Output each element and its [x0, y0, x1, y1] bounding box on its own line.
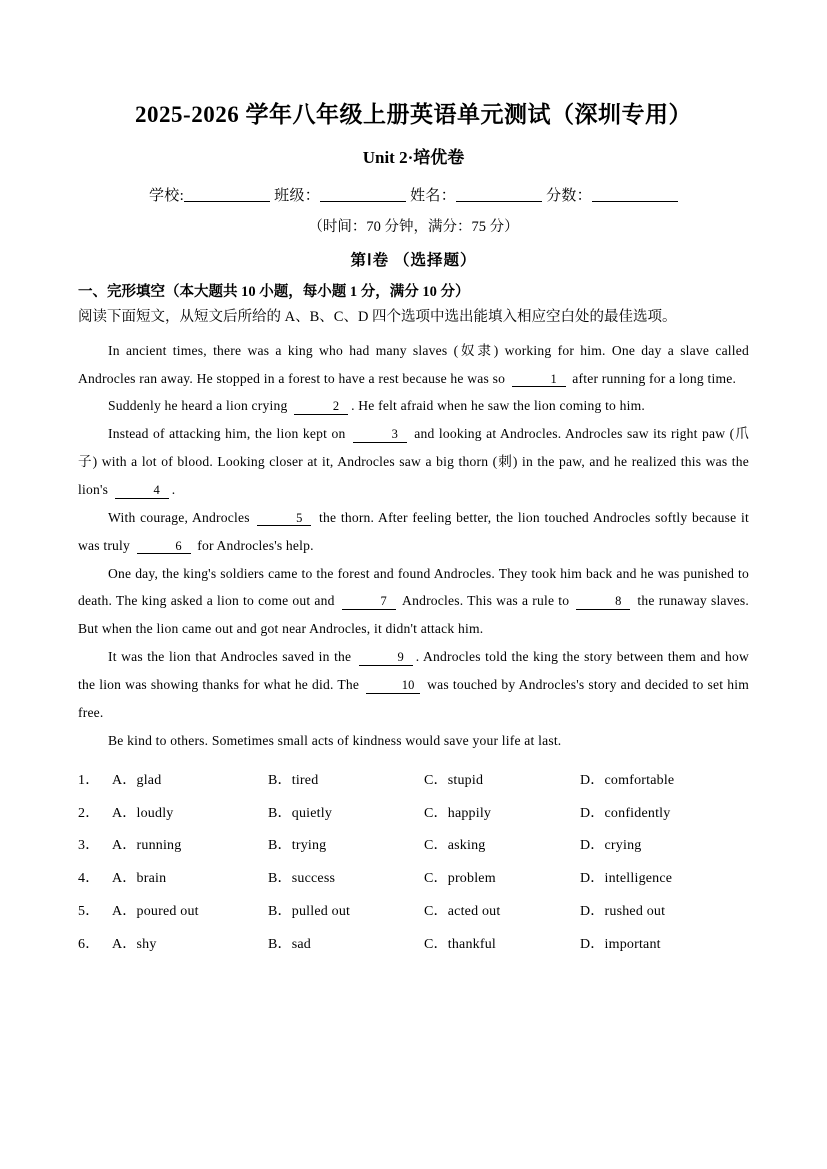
blank-8[interactable]: 8 — [576, 595, 630, 610]
passage-paragraph: Suddenly he heard a lion crying 2 . He felt afraid when he saw the lion coming to him. — [108, 398, 645, 414]
option-row — [78, 929, 749, 962]
page-title: 2025-2026 学年八年级上册英语单元测试（深圳专用） — [135, 102, 692, 127]
blank-5[interactable]: 5 — [257, 512, 311, 527]
blank-7[interactable]: 7 — [342, 595, 396, 610]
option-choice-b[interactable]: B．tired — [268, 772, 319, 788]
option-choice-b[interactable]: B．quietly — [268, 805, 333, 821]
option-row — [78, 798, 749, 831]
option-choice-d[interactable]: D．intelligence — [580, 871, 673, 887]
passage-paragraph: One day, the king's soldiers came to the forest and found Androcles. They took him back and he was punished to death. The king asked a lion to come out and 7 Androcles. This was a rule to 8 the runaway slaves. But when the lion came out and got near Androcles, it didn't attack him. — [78, 565, 749, 637]
option-number: 2． — [78, 805, 100, 821]
blank-1[interactable]: 1 — [512, 373, 566, 388]
option-choice-a[interactable]: A．running — [112, 838, 182, 854]
paper-section-heading: 第Ⅰ卷 （选择题） — [350, 252, 477, 269]
option-choice-a[interactable]: A．poured out — [112, 904, 199, 920]
option-choice-a[interactable]: A．loudly — [112, 805, 174, 821]
score-blank[interactable] — [592, 201, 678, 202]
option-choice-c[interactable]: C．stupid — [424, 772, 484, 788]
option-row — [78, 765, 749, 798]
option-choice-d[interactable]: D．confidently — [580, 805, 671, 821]
option-choice-b[interactable]: B．success — [268, 871, 336, 887]
option-choice-d[interactable]: D．comfortable — [580, 772, 675, 788]
question-instruction: 阅读下面短文，从短文后所给的 A、B、C、D 四个选项中选出能填入相应空白处的最佳选项。 — [78, 309, 677, 325]
option-choice-b[interactable]: B．sad — [268, 937, 311, 953]
option-choice-d[interactable]: D．rushed out — [580, 904, 666, 920]
class-label: 班级： — [274, 188, 321, 204]
student-info-line — [78, 184, 749, 205]
unit-subtitle: Unit 2·培优卷 — [362, 148, 465, 167]
option-row — [78, 830, 749, 863]
school-blank[interactable] — [184, 201, 270, 202]
option-row — [78, 863, 749, 896]
option-choice-d[interactable]: D．important — [580, 937, 661, 953]
class-blank[interactable] — [320, 201, 406, 202]
name-label: 姓名： — [410, 188, 457, 204]
passage-body — [78, 337, 749, 755]
option-row — [78, 896, 749, 929]
option-choice-c[interactable]: C．thankful — [424, 937, 496, 953]
option-choice-c[interactable]: C．asking — [424, 838, 486, 854]
blank-3[interactable]: 3 — [353, 428, 407, 443]
passage-paragraph: It was the lion that Androcles saved in the 9 . Androcles told the king the story between them and how the lion was showing thanks for what he did. The 10 was touched by Androcles's story and decided to set him free. — [78, 649, 749, 720]
option-choice-c[interactable]: C．happily — [424, 805, 492, 821]
option-number: 4． — [78, 871, 100, 887]
top-margin — [78, 0, 749, 96]
blank-4[interactable]: 4 — [115, 484, 169, 499]
passage-paragraph: Instead of attacking him, the lion kept on 3 and looking at Androcles. Androcles saw its right paw (爪子) with a lot of blood. Looking closer at it, Androcles saw a big thorn (刺) in the paw, and he realized this was the lion's 4 . — [78, 426, 749, 498]
name-blank[interactable] — [456, 201, 542, 202]
option-number: 3． — [78, 838, 100, 854]
option-number: 5． — [78, 904, 100, 920]
passage-paragraph: In ancient times, there was a king who had many slaves (奴隶) working for him. One day a slave called Androcles ran away. He stopped in a forest to have a rest because he was so 1 after running for a long time. — [78, 342, 749, 386]
option-choice-c[interactable]: C．problem — [424, 871, 496, 887]
option-number: 6． — [78, 937, 100, 953]
option-choice-b[interactable]: B．trying — [268, 838, 327, 854]
question-type-heading: 一、完形填空（本大题共 10 小题，每小题 1 分，满分 10 分） — [78, 284, 470, 300]
blank-9[interactable]: 9 — [359, 651, 413, 666]
passage-paragraph: Be kind to others. Sometimes small acts of kindness would save your life at last. — [108, 732, 562, 748]
option-choice-a[interactable]: A．glad — [112, 772, 162, 788]
blank-10[interactable]: 10 — [366, 679, 420, 694]
options-list — [78, 765, 749, 962]
option-choice-a[interactable]: A．brain — [112, 871, 167, 887]
option-choice-d[interactable]: D．crying — [580, 838, 642, 854]
option-choice-a[interactable]: A．shy — [112, 937, 157, 953]
blank-2[interactable]: 2 — [294, 400, 348, 415]
option-choice-b[interactable]: B．pulled out — [268, 904, 351, 920]
option-choice-c[interactable]: C．acted out — [424, 904, 501, 920]
blank-6[interactable]: 6 — [137, 540, 191, 555]
option-number: 1． — [78, 772, 100, 788]
time-and-score-line: （时间：70 分钟，满分：75 分） — [308, 219, 519, 235]
passage-paragraph: With courage, Androcles 5 the thorn. After feeling better, the lion touched Androcles softly because it was truly 6 for Androcles's help. — [78, 509, 749, 553]
school-label: 学校: — [149, 188, 185, 204]
score-label: 分数： — [546, 188, 592, 204]
